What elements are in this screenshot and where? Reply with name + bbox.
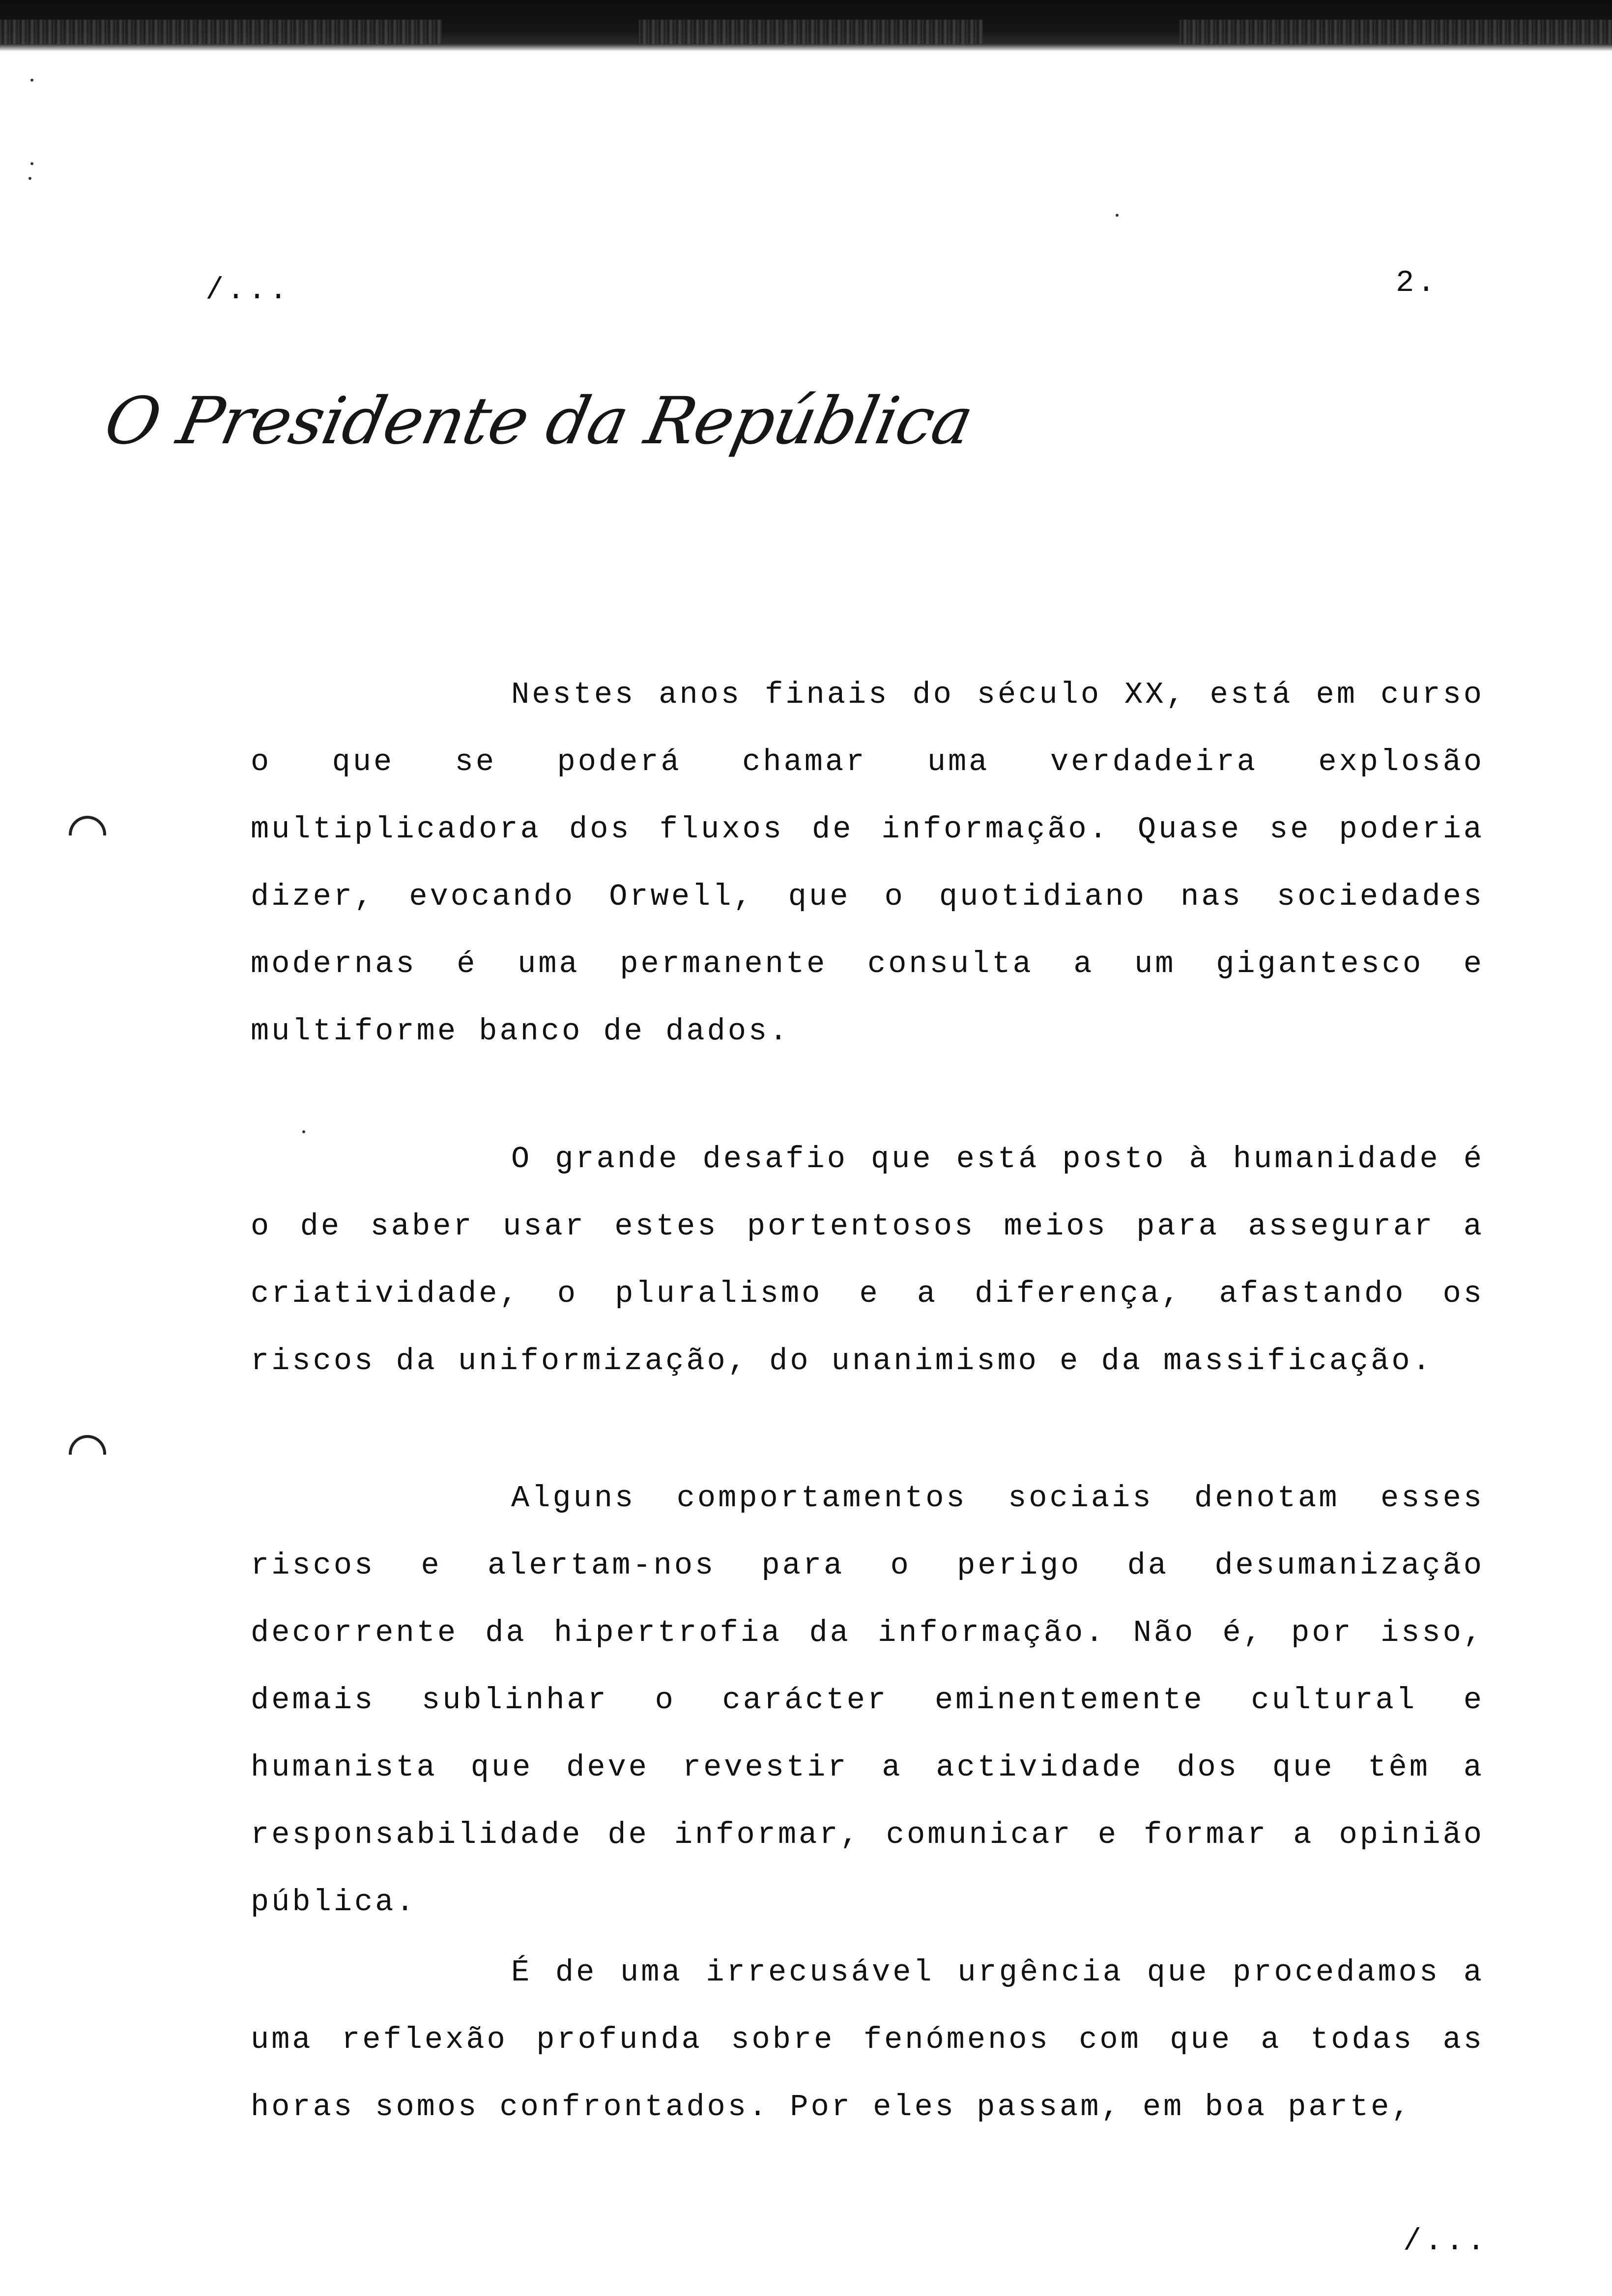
continuation-mark-prev: /... (205, 273, 290, 308)
continuation-mark-next: /... (1403, 2224, 1488, 2259)
letterhead-title: O Presidente da República (98, 383, 979, 459)
page-number: 2. (1396, 265, 1439, 300)
scan-noise (1180, 20, 1612, 44)
body-paragraph: É de uma irrecusável urgência que procedamos a uma reflexão profunda sobre fenómenos com que a todas as horas somos confrontados. Por eles passam, em boa parte, (251, 1955, 1484, 2124)
body-paragraph: O grande desafio que está posto à humanidade é o de saber usar estes portentosos meios para assegurar a criatividade, o pluralismo e a diferença, afastando os riscos da uniformização, do unanimismo e da massificação. (251, 1142, 1484, 1378)
punch-hole-mark (69, 816, 106, 835)
punch-hole-mark (69, 1435, 106, 1455)
scan-noise (639, 20, 983, 44)
scan-dot (30, 79, 33, 82)
scan-dot (1116, 214, 1119, 217)
scan-dot (30, 162, 33, 165)
body-paragraph: Nestes anos finais do século XX, está em curso o que se poderá chamar uma verdadeira explosão multiplicadora dos fluxos de informação. Quase se poderia dizer, evocando Orwell, que o quotidiano nas sociedades modernas é uma permanente consulta a um gigantesco e multiforme banco de dados. (251, 677, 1484, 1049)
body-paragraph: Alguns comportamentos sociais denotam esses riscos e alertam-nos para o perigo da desumanização decorrente da hipertrofia da informação. Não é, por isso, demais sublinhar o carácter eminentemente cultural e humanista que deve revestir a actividade dos que têm a responsabilidade de informar, comunicar e formar a opinião pública. (251, 1481, 1484, 1920)
scan-noise (0, 20, 442, 44)
scan-dot (29, 177, 31, 180)
